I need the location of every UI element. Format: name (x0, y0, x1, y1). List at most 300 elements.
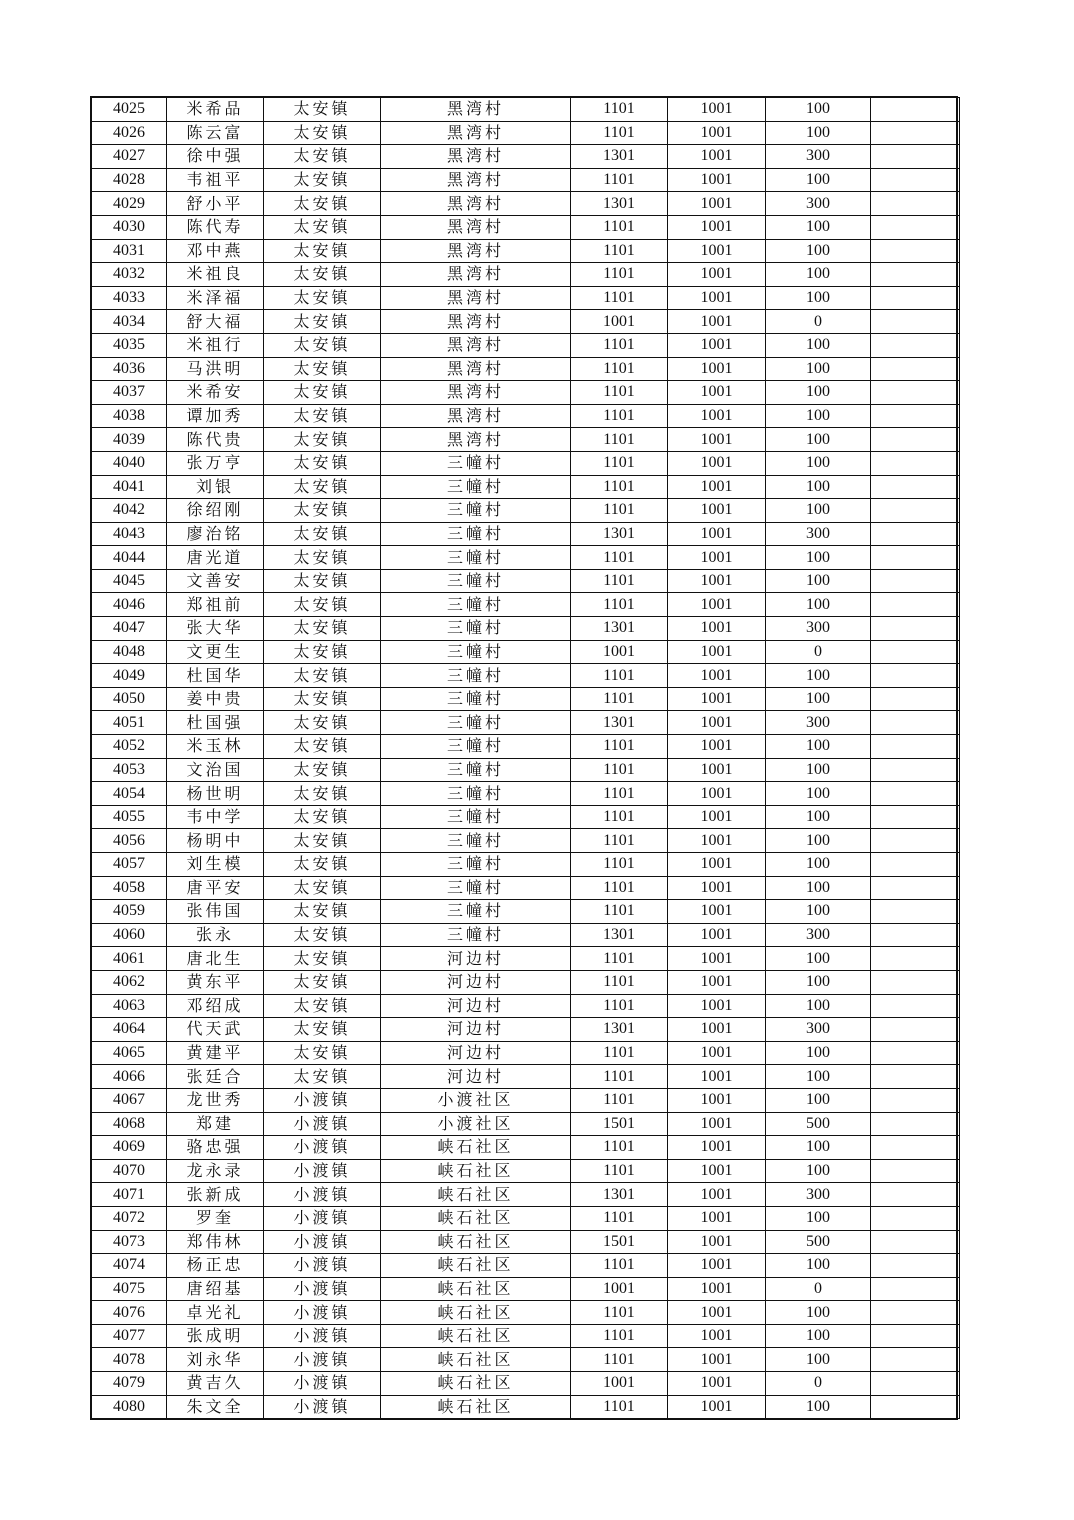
cell-code-a: 1101 (571, 664, 668, 688)
cell-person-name: 唐平安 (167, 876, 264, 900)
cell-row-id: 4074 (92, 1254, 167, 1278)
cell-town: 太安镇 (264, 994, 381, 1018)
cell-row-id: 4064 (92, 1018, 167, 1042)
cell-town: 太安镇 (264, 853, 381, 877)
table-row (92, 1324, 960, 1348)
cell-town: 太安镇 (264, 168, 381, 192)
cell-code-b: 1001 (668, 404, 766, 428)
table-row (92, 121, 960, 145)
cell-town: 太安镇 (264, 947, 381, 971)
cell-amount: 100 (766, 876, 871, 900)
cell-person-name: 张永 (167, 923, 264, 947)
cell-code-a: 1101 (571, 994, 668, 1018)
cell-town: 小渡镇 (264, 1372, 381, 1396)
cell-remark (871, 829, 960, 853)
table-row (92, 215, 960, 239)
cell-code-a: 1101 (571, 1041, 668, 1065)
table-row (92, 1254, 960, 1278)
cell-remark (871, 640, 960, 664)
cell-person-name: 马洪明 (167, 357, 264, 381)
cell-code-a: 1501 (571, 1230, 668, 1254)
cell-person-name: 文善安 (167, 569, 264, 593)
cell-village: 黑湾村 (381, 145, 571, 169)
cell-person-name: 米祖行 (167, 333, 264, 357)
cell-row-id: 4055 (92, 805, 167, 829)
cell-code-b: 1001 (668, 640, 766, 664)
cell-town: 太安镇 (264, 711, 381, 735)
cell-person-name: 刘银 (167, 475, 264, 499)
table-row (92, 168, 960, 192)
cell-amount: 100 (766, 593, 871, 617)
cell-code-a: 1301 (571, 192, 668, 216)
cell-person-name: 杨世明 (167, 782, 264, 806)
cell-village: 三幢村 (381, 923, 571, 947)
cell-row-id: 4073 (92, 1230, 167, 1254)
cell-town: 太安镇 (264, 758, 381, 782)
table-row (92, 499, 960, 523)
cell-row-id: 4025 (92, 98, 167, 122)
cell-code-a: 1001 (571, 640, 668, 664)
table-row (92, 381, 960, 405)
cell-remark (871, 947, 960, 971)
cell-remark (871, 404, 960, 428)
cell-town: 太安镇 (264, 970, 381, 994)
cell-village: 三幢村 (381, 640, 571, 664)
cell-row-id: 4062 (92, 970, 167, 994)
cell-row-id: 4028 (92, 168, 167, 192)
cell-amount: 100 (766, 499, 871, 523)
cell-town: 小渡镇 (264, 1301, 381, 1325)
cell-town: 太安镇 (264, 263, 381, 287)
cell-code-b: 1001 (668, 98, 766, 122)
cell-town: 太安镇 (264, 900, 381, 924)
cell-town: 太安镇 (264, 404, 381, 428)
table-body (92, 98, 960, 1419)
cell-code-a: 1101 (571, 121, 668, 145)
cell-code-b: 1001 (668, 475, 766, 499)
cell-code-a: 1101 (571, 758, 668, 782)
cell-village: 峡石社区 (381, 1324, 571, 1348)
data-table (91, 97, 960, 1419)
cell-person-name: 舒小平 (167, 192, 264, 216)
cell-code-b: 1001 (668, 687, 766, 711)
cell-code-b: 1001 (668, 215, 766, 239)
cell-person-name: 郑祖前 (167, 593, 264, 617)
cell-village: 黑湾村 (381, 263, 571, 287)
cell-person-name: 郑伟林 (167, 1230, 264, 1254)
cell-town: 太安镇 (264, 215, 381, 239)
cell-row-id: 4031 (92, 239, 167, 263)
cell-remark (871, 475, 960, 499)
cell-village: 黑湾村 (381, 333, 571, 357)
cell-amount: 100 (766, 1136, 871, 1160)
cell-code-b: 1001 (668, 546, 766, 570)
cell-amount: 100 (766, 239, 871, 263)
cell-code-b: 1001 (668, 192, 766, 216)
cell-village: 黑湾村 (381, 168, 571, 192)
cell-remark (871, 263, 960, 287)
cell-person-name: 朱文全 (167, 1395, 264, 1419)
cell-remark (871, 381, 960, 405)
cell-row-id: 4047 (92, 617, 167, 641)
cell-code-a: 1101 (571, 947, 668, 971)
cell-code-b: 1001 (668, 900, 766, 924)
cell-amount: 500 (766, 1230, 871, 1254)
cell-code-b: 1001 (668, 333, 766, 357)
cell-remark (871, 1230, 960, 1254)
cell-row-id: 4037 (92, 381, 167, 405)
cell-amount: 100 (766, 1254, 871, 1278)
cell-person-name: 陈云富 (167, 121, 264, 145)
cell-amount: 100 (766, 1301, 871, 1325)
cell-remark (871, 970, 960, 994)
cell-amount: 100 (766, 428, 871, 452)
cell-town: 小渡镇 (264, 1254, 381, 1278)
cell-person-name: 杨明中 (167, 829, 264, 853)
cell-code-b: 1001 (668, 1324, 766, 1348)
cell-village: 三幢村 (381, 900, 571, 924)
cell-code-b: 1001 (668, 947, 766, 971)
table-row (92, 357, 960, 381)
cell-village: 河边村 (381, 970, 571, 994)
cell-code-a: 1101 (571, 263, 668, 287)
cell-code-b: 1001 (668, 1136, 766, 1160)
cell-town: 太安镇 (264, 546, 381, 570)
cell-remark (871, 357, 960, 381)
cell-person-name: 姜中贵 (167, 687, 264, 711)
cell-village: 三幢村 (381, 687, 571, 711)
cell-village: 峡石社区 (381, 1395, 571, 1419)
cell-village: 三幢村 (381, 782, 571, 806)
cell-village: 峡石社区 (381, 1277, 571, 1301)
cell-code-a: 1101 (571, 1324, 668, 1348)
cell-amount: 100 (766, 782, 871, 806)
cell-row-id: 4030 (92, 215, 167, 239)
table-row (92, 1395, 960, 1419)
cell-code-a: 1301 (571, 923, 668, 947)
cell-row-id: 4075 (92, 1277, 167, 1301)
cell-code-a: 1101 (571, 168, 668, 192)
cell-code-b: 1001 (668, 145, 766, 169)
cell-town: 太安镇 (264, 192, 381, 216)
cell-code-b: 1001 (668, 782, 766, 806)
table-row (92, 782, 960, 806)
cell-village: 黑湾村 (381, 286, 571, 310)
cell-person-name: 米祖良 (167, 263, 264, 287)
cell-town: 小渡镇 (264, 1277, 381, 1301)
cell-village: 黑湾村 (381, 98, 571, 122)
cell-remark (871, 98, 960, 122)
cell-row-id: 4053 (92, 758, 167, 782)
table-row (92, 1041, 960, 1065)
cell-town: 太安镇 (264, 475, 381, 499)
cell-village: 河边村 (381, 1018, 571, 1042)
cell-village: 三幢村 (381, 617, 571, 641)
cell-code-a: 1101 (571, 900, 668, 924)
cell-code-b: 1001 (668, 1018, 766, 1042)
table-row (92, 1065, 960, 1089)
table-row (92, 310, 960, 334)
cell-amount: 100 (766, 569, 871, 593)
cell-person-name: 唐光道 (167, 546, 264, 570)
cell-amount: 100 (766, 994, 871, 1018)
table-row (92, 994, 960, 1018)
cell-amount: 100 (766, 829, 871, 853)
cell-row-id: 4033 (92, 286, 167, 310)
table-row (92, 1159, 960, 1183)
cell-row-id: 4070 (92, 1159, 167, 1183)
cell-remark (871, 499, 960, 523)
cell-village: 黑湾村 (381, 428, 571, 452)
cell-village: 河边村 (381, 1065, 571, 1089)
cell-code-a: 1101 (571, 404, 668, 428)
table-row (92, 687, 960, 711)
cell-code-b: 1001 (668, 1159, 766, 1183)
cell-remark (871, 546, 960, 570)
cell-town: 太安镇 (264, 829, 381, 853)
cell-amount: 100 (766, 263, 871, 287)
cell-person-name: 舒大福 (167, 310, 264, 334)
cell-code-b: 1001 (668, 168, 766, 192)
cell-person-name: 刘永华 (167, 1348, 264, 1372)
table-row (92, 735, 960, 759)
cell-row-id: 4039 (92, 428, 167, 452)
cell-code-a: 1001 (571, 1372, 668, 1396)
cell-row-id: 4040 (92, 451, 167, 475)
cell-village: 三幢村 (381, 735, 571, 759)
cell-person-name: 杨正忠 (167, 1254, 264, 1278)
cell-row-id: 4056 (92, 829, 167, 853)
cell-row-id: 4044 (92, 546, 167, 570)
cell-code-b: 1001 (668, 451, 766, 475)
cell-row-id: 4065 (92, 1041, 167, 1065)
table-row (92, 876, 960, 900)
cell-amount: 100 (766, 1206, 871, 1230)
cell-row-id: 4052 (92, 735, 167, 759)
cell-village: 三幢村 (381, 593, 571, 617)
cell-amount: 300 (766, 522, 871, 546)
cell-code-a: 1101 (571, 1159, 668, 1183)
cell-village: 三幢村 (381, 546, 571, 570)
cell-code-b: 1001 (668, 1112, 766, 1136)
cell-person-name: 廖治铭 (167, 522, 264, 546)
cell-row-id: 4079 (92, 1372, 167, 1396)
cell-village: 河边村 (381, 1041, 571, 1065)
cell-village: 三幢村 (381, 522, 571, 546)
cell-town: 太安镇 (264, 121, 381, 145)
cell-town: 小渡镇 (264, 1395, 381, 1419)
table-row (92, 1088, 960, 1112)
cell-village: 峡石社区 (381, 1254, 571, 1278)
table-row (92, 1230, 960, 1254)
cell-code-a: 1101 (571, 286, 668, 310)
cell-person-name: 龙永录 (167, 1159, 264, 1183)
cell-person-name: 陈代贵 (167, 428, 264, 452)
cell-code-a: 1101 (571, 1088, 668, 1112)
cell-person-name: 黄东平 (167, 970, 264, 994)
cell-row-id: 4032 (92, 263, 167, 287)
cell-row-id: 4063 (92, 994, 167, 1018)
cell-row-id: 4034 (92, 310, 167, 334)
cell-person-name: 骆忠强 (167, 1136, 264, 1160)
cell-person-name: 邓绍成 (167, 994, 264, 1018)
cell-row-id: 4067 (92, 1088, 167, 1112)
cell-amount: 100 (766, 805, 871, 829)
cell-amount: 100 (766, 1348, 871, 1372)
cell-village: 三幢村 (381, 569, 571, 593)
cell-village: 黑湾村 (381, 404, 571, 428)
cell-row-id: 4035 (92, 333, 167, 357)
cell-amount: 0 (766, 640, 871, 664)
cell-person-name: 韦祖平 (167, 168, 264, 192)
cell-remark (871, 900, 960, 924)
cell-code-b: 1001 (668, 1088, 766, 1112)
cell-town: 太安镇 (264, 333, 381, 357)
cell-remark (871, 1018, 960, 1042)
cell-person-name: 唐绍基 (167, 1277, 264, 1301)
cell-code-a: 1101 (571, 1395, 668, 1419)
cell-person-name: 米希品 (167, 98, 264, 122)
table-row (92, 1206, 960, 1230)
cell-amount: 100 (766, 121, 871, 145)
cell-row-id: 4041 (92, 475, 167, 499)
cell-row-id: 4058 (92, 876, 167, 900)
table-row (92, 640, 960, 664)
cell-amount: 100 (766, 475, 871, 499)
cell-town: 太安镇 (264, 145, 381, 169)
cell-code-a: 1101 (571, 451, 668, 475)
cell-village: 河边村 (381, 947, 571, 971)
cell-town: 太安镇 (264, 617, 381, 641)
cell-remark (871, 994, 960, 1018)
cell-code-a: 1101 (571, 569, 668, 593)
cell-amount: 300 (766, 617, 871, 641)
cell-row-id: 4054 (92, 782, 167, 806)
table-row (92, 1136, 960, 1160)
cell-person-name: 张成明 (167, 1324, 264, 1348)
cell-row-id: 4069 (92, 1136, 167, 1160)
table-row (92, 333, 960, 357)
table-row (92, 900, 960, 924)
cell-row-id: 4026 (92, 121, 167, 145)
cell-amount: 300 (766, 923, 871, 947)
cell-code-a: 1101 (571, 381, 668, 405)
cell-amount: 100 (766, 98, 871, 122)
cell-row-id: 4077 (92, 1324, 167, 1348)
cell-amount: 0 (766, 1372, 871, 1396)
cell-code-b: 1001 (668, 1206, 766, 1230)
table-row (92, 1277, 960, 1301)
cell-person-name: 陈代寿 (167, 215, 264, 239)
cell-village: 黑湾村 (381, 357, 571, 381)
cell-town: 太安镇 (264, 664, 381, 688)
cell-village: 三幢村 (381, 758, 571, 782)
table-row (92, 145, 960, 169)
table-row (92, 239, 960, 263)
cell-amount: 300 (766, 192, 871, 216)
cell-amount: 100 (766, 1065, 871, 1089)
cell-amount: 100 (766, 546, 871, 570)
cell-remark (871, 1183, 960, 1207)
cell-town: 太安镇 (264, 310, 381, 334)
cell-code-a: 1301 (571, 617, 668, 641)
cell-amount: 100 (766, 1159, 871, 1183)
cell-village: 黑湾村 (381, 215, 571, 239)
cell-code-b: 1001 (668, 239, 766, 263)
cell-code-b: 1001 (668, 853, 766, 877)
cell-town: 太安镇 (264, 286, 381, 310)
cell-code-a: 1101 (571, 735, 668, 759)
cell-code-a: 1101 (571, 215, 668, 239)
cell-village: 峡石社区 (381, 1183, 571, 1207)
table-row (92, 853, 960, 877)
cell-remark (871, 286, 960, 310)
cell-row-id: 4080 (92, 1395, 167, 1419)
cell-row-id: 4048 (92, 640, 167, 664)
cell-remark (871, 853, 960, 877)
table-row (92, 263, 960, 287)
cell-code-a: 1101 (571, 829, 668, 853)
cell-person-name: 谭加秀 (167, 404, 264, 428)
cell-remark (871, 168, 960, 192)
cell-village: 三幢村 (381, 451, 571, 475)
cell-person-name: 龙世秀 (167, 1088, 264, 1112)
cell-row-id: 4043 (92, 522, 167, 546)
cell-town: 小渡镇 (264, 1088, 381, 1112)
cell-amount: 100 (766, 970, 871, 994)
cell-code-b: 1001 (668, 994, 766, 1018)
cell-village: 河边村 (381, 994, 571, 1018)
cell-code-b: 1001 (668, 758, 766, 782)
cell-code-a: 1101 (571, 428, 668, 452)
cell-town: 小渡镇 (264, 1159, 381, 1183)
cell-town: 小渡镇 (264, 1206, 381, 1230)
table-row (92, 711, 960, 735)
cell-village: 三幢村 (381, 475, 571, 499)
cell-remark (871, 569, 960, 593)
cell-amount: 300 (766, 1183, 871, 1207)
table-row (92, 1018, 960, 1042)
cell-person-name: 代天武 (167, 1018, 264, 1042)
cell-code-a: 1101 (571, 687, 668, 711)
cell-remark (871, 121, 960, 145)
cell-person-name: 唐北生 (167, 947, 264, 971)
cell-amount: 300 (766, 145, 871, 169)
cell-village: 峡石社区 (381, 1301, 571, 1325)
cell-remark (871, 145, 960, 169)
cell-town: 太安镇 (264, 640, 381, 664)
cell-code-a: 1001 (571, 310, 668, 334)
cell-amount: 300 (766, 711, 871, 735)
table-row (92, 546, 960, 570)
cell-town: 小渡镇 (264, 1324, 381, 1348)
cell-code-b: 1001 (668, 664, 766, 688)
cell-remark (871, 1088, 960, 1112)
cell-remark (871, 782, 960, 806)
cell-row-id: 4072 (92, 1206, 167, 1230)
cell-code-b: 1001 (668, 593, 766, 617)
cell-remark (871, 522, 960, 546)
cell-row-id: 4045 (92, 569, 167, 593)
cell-code-a: 1101 (571, 782, 668, 806)
cell-code-b: 1001 (668, 829, 766, 853)
cell-town: 小渡镇 (264, 1112, 381, 1136)
cell-row-id: 4051 (92, 711, 167, 735)
cell-remark (871, 1112, 960, 1136)
table-row (92, 522, 960, 546)
table-row (92, 404, 960, 428)
cell-person-name: 米希安 (167, 381, 264, 405)
